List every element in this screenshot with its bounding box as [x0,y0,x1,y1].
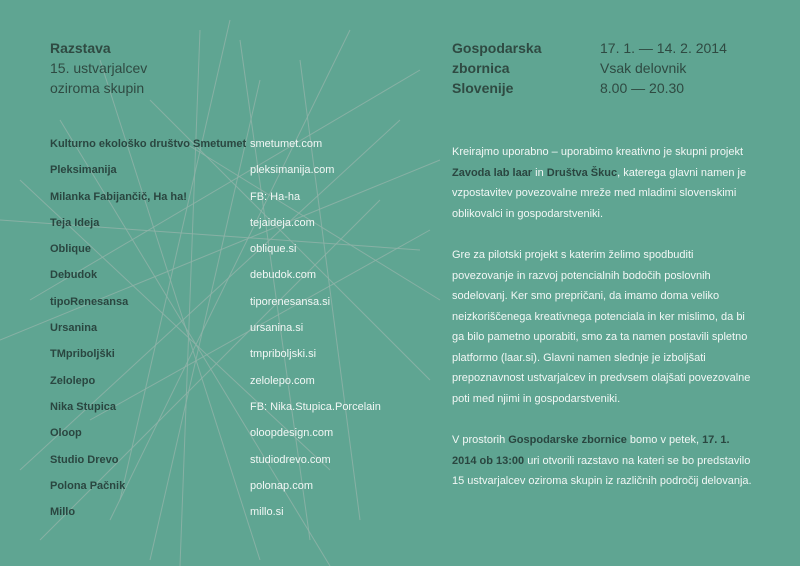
bold-span: Društva Škuc [546,166,618,179]
participant-url[interactable]: FB: Nika.Stupica.Porcelain [250,400,381,413]
event-dates [600,38,727,98]
text-span: Kreirajmo uporabno – uporabimo kreativno je skupni projekt [452,146,744,158]
participant-name: Zelolepo [50,374,96,387]
participant-row [50,322,410,348]
participant-row [50,243,410,269]
participant-row [50,269,410,295]
venue-line: Gospodarska [452,40,542,56]
participant-url[interactable]: pleksimanija.com [250,164,335,177]
paragraph-opening [452,430,752,492]
participant-url[interactable]: ursanina.si [250,322,304,335]
participant-name: tipoRenesansa [50,295,129,308]
participant-name: TMpriboljški [50,348,115,361]
participant-row [50,375,410,401]
bold-span: Zavoda lab laar [452,166,533,179]
participant-name: Polona Pačnik [50,479,126,492]
participant-name: Kulturno ekološko društvo Smetumet [50,138,247,150]
participant-list [50,138,410,532]
participant-row [50,164,410,190]
paragraph-intro [452,142,752,224]
bold-span: Gospodarske zbornice [508,434,627,446]
participant-name: Studio Drevo [50,453,119,466]
bold-span: 17. 1. 2014 ob 13:00 [452,434,730,467]
venue-line: zbornica [452,60,510,76]
participant-url[interactable]: millo.si [250,506,284,519]
text-span: bomo v petek, [626,434,703,446]
participant-url[interactable]: polonap.com [250,479,313,492]
participant-name: Oloop [50,427,82,440]
participant-url[interactable]: smetumet.com [250,138,323,150]
participant-row [50,296,410,322]
text-span: V prostorih [452,434,509,446]
paragraph-project: Gre za pilotski projekt s katerim želimo spodbuditi povezovanje in razvoj potencialnih bodočih poslovnih sodelovanj. Ker smo prepričani, da imamo doma veliko neizkoriščenega kreativnega potenciala in ker mislimo, da bi ga bilo pametno uporabiti, smo za ta namen postavili spletno platformo (laar.si). Glavni namen slednje je izboljšati prepoznavnost ustvarjalcev in predvsem olajšati povezovalne poti med njimi in gospodarstveniki. [452,249,751,405]
participant-url[interactable]: tejaideja.com [250,216,315,229]
exhibition-heading [50,38,147,98]
participant-url[interactable]: tiporenesansa.si [250,295,331,308]
participant-name: Teja Ideja [50,216,100,229]
participant-row [50,427,410,453]
participant-row [50,217,410,243]
participant-name: Milanka Fabijančič, Ha ha! [50,190,187,203]
participant-name: Millo [50,506,76,519]
participant-name: Nika Stupica [50,400,117,413]
text-span: , katerega glavni namen je vzpostavitev povezovalne mreže med mladimi slovenskimi oblikovalci in gospodarstveniki. [452,166,747,220]
participant-url[interactable]: oloopdesign.com [250,427,334,440]
participant-url[interactable]: tmpriboljski.si [250,348,317,361]
venue-line: Slovenije [452,80,514,96]
participant-name: Debudok [50,269,98,282]
date-range: 17. 1. — 14. 2. 2014 [600,40,727,56]
description [452,142,752,513]
participant-row [50,401,410,427]
text-span: uri otvorili razstavo na kateri se bo predstavilo 15 ustvarjalcev oziroma skupin iz različnih področij delovanja. [452,454,752,487]
exhibition-subtitle-line2: oziroma skupin [50,80,145,96]
participant-name: Ursanina [50,322,98,335]
participant-url[interactable]: studiodrevo.com [250,453,331,466]
participant-row [50,191,410,217]
participant-url[interactable]: debudok.com [250,269,317,282]
participant-url[interactable]: zelolepo.com [250,374,315,387]
participant-url[interactable]: FB: Ha-ha [250,190,301,203]
participant-row [50,506,410,532]
exhibition-title: Razstava [50,40,111,56]
venue-name [452,38,541,98]
participant-row [50,480,410,506]
open-days: Vsak delovnik [600,60,687,76]
participant-name: Oblique [50,243,91,256]
participant-row [50,454,410,480]
participant-url[interactable]: oblique.si [250,243,297,256]
exhibition-subtitle-line1: 15. ustvarjalcev [50,60,148,76]
participant-row [50,348,410,374]
text-span: in [532,166,547,179]
participant-name: Pleksimanija [50,164,117,177]
opening-hours: 8.00 — 20.30 [600,80,685,96]
participant-row [50,138,410,164]
